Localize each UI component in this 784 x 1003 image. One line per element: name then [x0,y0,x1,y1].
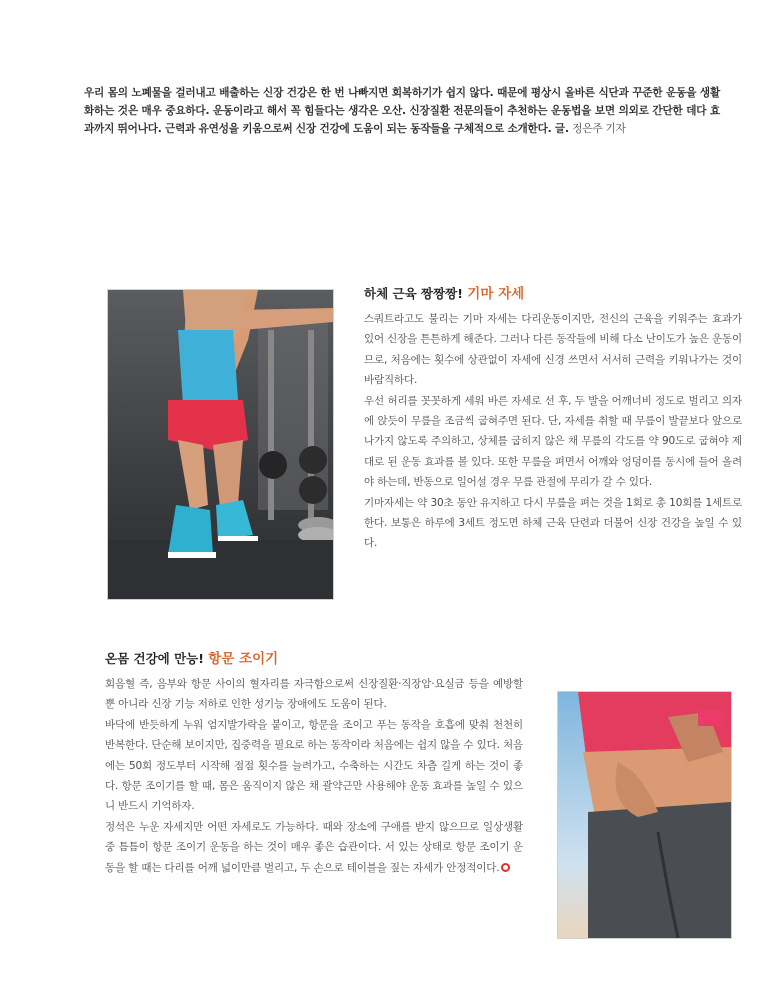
section-kegel-body [105,674,523,878]
paragraph: 스쿼트라고도 불리는 기마 자세는 다리운동이지만, 전신의 근육을 키워주는 효과가 있어 신장을 튼튼하게 해준다. 그러나 다른 동작들에 비해 다소 난이도가 높은 운동이므로, 처음에는 횟수에 상관없이 자세에 신경 쓰면서 서서히 근력을 키워나가는 것이 바람직하다. [364,313,743,387]
section-squat [364,285,742,554]
back-photo [557,691,732,939]
section-kegel-heading-prefix: 온몸 건강에 만능! [105,651,204,666]
section-squat-heading-accent: 기마 자세 [467,286,525,302]
paragraph-text: 정석은 누운 자세지만 어떤 자세로도 가능하다. 때와 장소에 구애를 받지 않으므로 일상생활 중 틈틈이 항문 조이기 운동을 하는 것이 매우 좋은 습관이다. 서 있는 상태로 항문 조이기 운동을 할 때는 다리를 어깨 넓이만큼 벌리고, 두 손으로 테이블을 짚는 자세가 안정적이다. [105,820,523,874]
section-squat-body [364,309,742,554]
paragraph: 우선 허리를 꼿꼿하게 세워 바른 자세로 선 후, 두 발을 어깨너비 정도로 벌리고 의자에 앉듯이 무릎을 조금씩 굽혀주면 된다. 단, 자세를 취할 때 무릎이 발끝보다 앞으로 나가지 않도록 주의하고, 상체를 굽히지 않은 채 무릎의 각도를 약 90도로 굽혀야 제대로 된 운동 효과를 볼 있다. 또한 무릎을 펴면서 어깨와 엉덩이를 동시에 들어 올려야 하는데, 반동으로 일어설 경우 무릎 관절에 무리가 갈 수 있다. [364,394,742,489]
paragraph: 회음혈 즉, 음부와 항문 사이의 혈자리를 자극함으로써 신장질환·직장암·요실금 등을 예방할 뿐 아니라 신장 기능 저하로 인한 성기능 장애에도 도움이 된다. [105,678,523,711]
section-squat-heading-prefix: 하체 근육 짱짱짱! [364,286,463,301]
section-kegel [105,650,523,878]
paragraph [105,817,523,878]
intro-paragraph [84,84,720,138]
section-squat-heading [364,285,742,303]
section-kegel-heading [105,650,523,668]
intro-text: 우리 몸의 노폐물을 걸러내고 배출하는 신장 건강은 한 번 나빠지면 회복하기가 쉽지 않다. 때문에 평상시 올바른 식단과 꾸준한 운동을 생활화하는 것은 매우 중요하다. 운동이라고 해서 꼭 힘들다는 생각은 오산. 신장질환 전문의들이 추천하는 운동법을 보면 의외로 간단한 데다 효과까지 뛰어나다. 근력과 유연성을 키움으로써 신장 건강에 도움이 되는 동작들을 구체적으로 소개한다. 글. [84,87,720,135]
paragraph: 바닥에 반듯하게 누워 엄지발가락을 붙이고, 항문을 조이고 푸는 동작을 호흡에 맞춰 천천히 반복한다. 단순해 보이지만, 집중력을 필요로 하는 동작이라 처음에는 쉽지 않을 수 있다. 처음에는 50회 정도부터 시작해 점점 횟수를 늘려가고, 수축하는 시간도 차츰 길게 하는 것이 좋다. 항문 조이기를 할 때, 몸은 움직이지 않은 채 괄약근만 사용해야 운동 효과를 높일 수 있으니 반드시 기억하자. [105,718,523,813]
squat-photo [107,289,334,600]
end-mark-icon [501,863,510,872]
paragraph: 기마자세는 약 30초 동안 유지하고 다시 무릎을 펴는 것을 1회로 총 10회를 1세트로 한다. 보통은 하루에 3세트 정도면 하체 근육 단련과 더불어 신장 건강을 높일 수 있다. [364,496,742,550]
section-kegel-heading-accent: 항문 조이기 [208,651,279,667]
byline: 정은주 기자 [572,123,626,135]
